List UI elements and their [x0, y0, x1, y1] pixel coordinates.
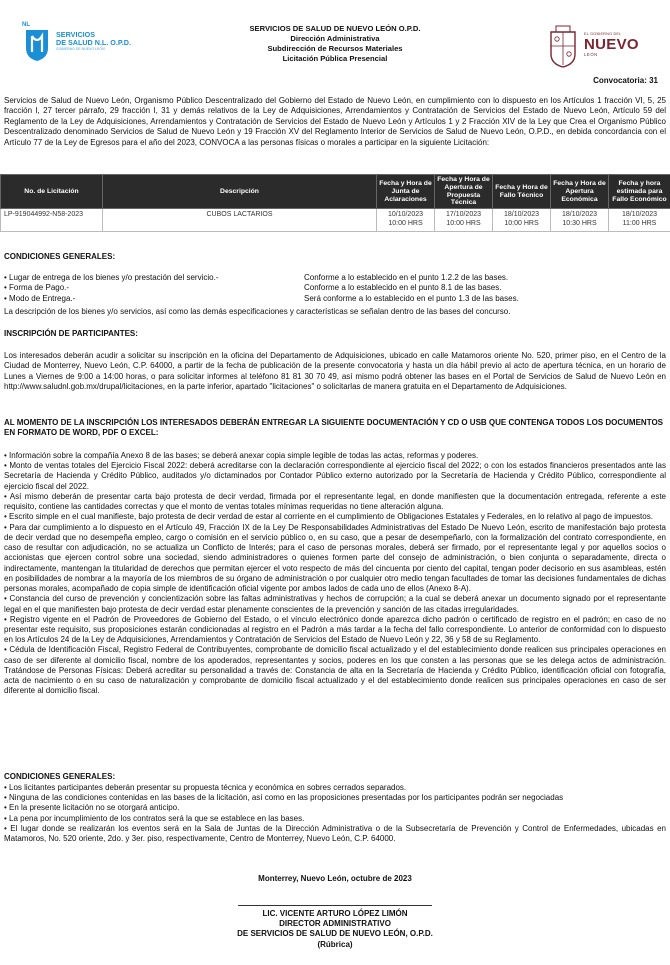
- logo-text: [56, 31, 131, 52]
- signer-title: DIRECTOR ADMINISTRATIVO: [279, 919, 391, 929]
- list-item: • Ninguna de las condiciones contenidas en las bases de la licitación, así como en las proposiciones presentadas por los participantes podrán ser negociadas: [4, 793, 564, 803]
- cell-junta-fecha: 10/10/2023: [387, 211, 424, 219]
- condition-label: • Forma de Pago.-: [4, 283, 70, 293]
- condiciones-list: [4, 273, 666, 304]
- list-item: • El lugar donde se realizarán los eventos será en la Sala de Juntas de la Dirección Administrativa o de la Subsecretaría de Prevención y Control de Enfermedades, ubicadas en Matamoros, No. 520 oriente, 2do. y 3er. piso, respectivamente, Centro de Monterrey, Nuevo León, C.P. 64000.: [4, 823, 666, 844]
- cell-apertura-tecnica-fecha: 17/10/2023: [445, 211, 482, 219]
- col-header-descripcion: Descripción: [103, 175, 377, 209]
- signature-block: [0, 909, 670, 950]
- convocatoria-number: Convocatoria: 31: [593, 76, 658, 85]
- signature-line: [238, 905, 432, 906]
- signer-organization: DE SERVICIOS DE SALUD DE NUEVO LEÓN, O.P.D.: [237, 929, 433, 939]
- documentacion-title: AL MOMENTO DE LA INSCRIPCIÓN LOS INTERESADOS DEBERÁN ENTREGAR LA SIGUIENTE DOCUMENTACIÓN Y CD O USB QUE CONTENGA TODOS LOS DOCUMENTOS EN FORMATO DE WORD, PDF O EXCEL:: [4, 418, 664, 438]
- cell-fallo-economico-fecha: 18/10/2023: [621, 211, 658, 219]
- condition-value: Conforme a lo establecido en el punto 1.2.2 de las bases.: [304, 273, 509, 282]
- col-header-fallo-tecnico: Fecha y Hora de Fallo Técnico: [493, 175, 551, 209]
- list-item: • Para dar cumplimiento a lo dispuesto en el Artículo 49, Fracción IX de la Ley De Responsabilidades Administrativas del Estado De Nuevo León, escrito de manifestación bajo protesta de decir verdad que no desempeña empleo, cargo o comisión en el servicio público o, en su caso, que a pesar de desempeñarlo, con la formalización del contrato correspondiente, en caso de resultar con adjudicación, no se actualiza un Conflicto de Interés; para el caso de personas morales, deberá ser firmado, por el representante legal y por aquellos socios o accionistas que ejercen control sobre una sociedad, siendo administradores o quienes formen parte del consejo de administración, o bien conjunta o separadamente, directa o indirectamente, mantengan la titularidad de derechos que permitan ejercer el voto respecto de más del cincuenta por ciento del capital, tengan poder decisorio en sus asambleas, estén en posibilidades de nombrar a la mayoría de los miembros de su órgano de administración o por cualquier otro medio tengan facultades de tomar las decisiones fundamentales de dichas personas morales, acompañado de copia simple de identificación oficial vigente por ambos lados de cada uno de ellos (Anexo 8-A).: [4, 522, 666, 594]
- inscripcion-title: INSCRIPCIÓN DE PARTICIPANTES:: [4, 329, 138, 338]
- inscripcion-paragraph: Los interesados deberán acudir a solicitar su inscripción en la oficina del Departamento de Adquisiciones, ubicado en calle Matamoros oriente No. 520, primer piso, en el Centro de la Ciudad de Monterrey, Nuevo León, C.P. 64000, a partir de la fecha de publicación de la presente convocatoria y hasta un día hábil previo al acto de apertura técnica, en un horario de Lunes a Viernes de 9:00 a 14:00 horas, o para solicitar informes al teléfono 81 81 30 70 49, así mismo podrá obtener las bases en el Portal de Servicios de Salud de Nuevo León en http://www.saludnl.gob.mx/drupal/licitaciones, en la parte inferior, apartado "licitaciones" o solicitarlas de manera gratuita en el Departamento de Adquisiciones.: [4, 351, 666, 392]
- logo-text-line-1: SERVICIOS: [56, 30, 96, 39]
- servicios-salud-logo: [22, 22, 132, 64]
- condition-label: • Modo de Entrega.-: [4, 293, 76, 303]
- list-item: [4, 283, 666, 293]
- gobierno-logo-text: [584, 32, 639, 57]
- col-header-licitacion: No. de Licitación: [1, 175, 103, 209]
- direction-name: Dirección Administrativa: [290, 33, 380, 43]
- subdirection-name: Subdirección de Recursos Materiales: [267, 43, 403, 53]
- cell-descripcion: CUBOS LACTARIOS: [103, 209, 377, 232]
- condiciones-generales-2-list: [4, 783, 666, 844]
- signer-name: LIC. VICENTE ARTURO LÓPEZ LIMÓN: [262, 909, 408, 918]
- list-item: [4, 294, 666, 304]
- condition-label: • Lugar de entrega de los bienes y/o prestación del servicio.-: [4, 273, 219, 282]
- list-item: • Los licitantes participantes deberán presentar su propuesta técnica y económica en sobres cerrados separados.: [4, 783, 407, 792]
- cell-licitacion: LP-919044992-N58-2023: [1, 209, 103, 232]
- list-item: • Así mismo deberán de presentar carta bajo protesta de decir verdad, firmada por el representante legal, en donde manifiesten que la documentación entregada, referente a este requisito, contiene las cantidades correctas y que el monto de ventas totales mínimas requeridas no tiene alteración alguna.: [4, 491, 666, 512]
- header-titles: [180, 24, 490, 63]
- logo-text-line-2: DE SALUD N.L. O.P.D.: [56, 37, 131, 47]
- cell-apertura-tecnica-hora: 10:00 HRS: [446, 220, 481, 227]
- list-item: • Monto de ventas totales del Ejercicio Fiscal 2022: deberá acreditarse con la declaración correspondiente al ejercicio fiscal del 2022; o con los estados financieros presentados ante las Secretaría de Hacienda y Crédito Público, auditados y/o dictaminados por Contador Público externo autorizado por la Secretaría de Hacienda y Crédito Público, correspondiente al ejercicio fiscal del 2022.: [4, 461, 666, 491]
- licitacion-table: [0, 174, 670, 232]
- condiciones-generales-2-title: CONDICIONES GENERALES:: [4, 772, 116, 781]
- list-item: • La pena por incumplimiento de los contratos será la que se establece en las bases.: [4, 813, 305, 823]
- condiciones-generales-title: CONDICIONES GENERALES:: [4, 252, 116, 261]
- cell-junta-hora: 10:00 HRS: [388, 220, 423, 227]
- condition-value: Conforme a lo establecido en el punto 8.1 de las bases.: [304, 283, 502, 293]
- list-item: • Constancia del curso de prevención y concientización sobre las faltas administrativas y hechos de corrupción; a la cual se deberá anexar un documento signado por el representante legal en el que manifiesten bajo protesta de decir verdad estar plenamente conscientes de la prevención y sanción de las citadas irregularidades.: [4, 594, 666, 614]
- col-header-fallo-economico: Fecha y hora estimada para Fallo Económico: [609, 175, 670, 209]
- list-item: [4, 273, 666, 283]
- cell-apertura-tecnica: [435, 209, 493, 232]
- servicios-salud-emblem-icon: [22, 26, 52, 62]
- cell-apertura-economica-hora: 10:30 HRS: [562, 220, 597, 227]
- intro-paragraph: Servicios de Salud de Nuevo León, Organismo Público Descentralizado del Gobierno del Estado de Nuevo León, en cumplimiento con lo dispuesto en los Artículos 1 fracción VI, 5, 25 fracción I, 27 tercer párrafo, 29 fracción I, 31 y demás relativos de la Ley de Adquisiciones, Arrendamientos y Contratación de Servicios del Estado de Nuevo León, Artículo 59 del Reglamento de la Ley de Adquisiciones, Arrendamientos y Contratación de Servicios del Estado de Nuevo León y Artículos 1 y 2 Fracción XIV de la Ley que Crea el Organismo Público Descentralizado denominado Servicios de Salud de Nuevo León y 19 Fracción XV del Reglamento Interior de Servicios de Salud de Nuevo León, O.P.D., en debida concordancia con el Artículo 77 de la Ley de Egresos para el año del 2023, CONVOCA a las personas físicas o morales a participar en la siguiente Licitación:: [4, 96, 666, 147]
- gobierno-nuevo-leon-logo: [548, 24, 648, 68]
- list-item: • En la presente licitación no se otorgará anticipo.: [4, 803, 180, 813]
- cell-apertura-economica: [551, 209, 609, 232]
- cell-fallo-economico: [609, 209, 670, 232]
- procedure-type: Licitación Pública Presencial: [282, 53, 388, 63]
- logo-tagline: GOBIERNO DE NUEVO LEÓN: [56, 47, 105, 52]
- cell-fallo-tecnico-hora: 10:00 HRS: [504, 220, 539, 227]
- cell-fallo-economico-hora: 11:00 HRS: [622, 220, 657, 227]
- place-date: Monterrey, Nuevo León, octubre de 2023: [258, 874, 412, 883]
- signature-note: (Rúbrica): [317, 939, 353, 949]
- gobierno-logo-big: NUEVO: [584, 35, 639, 53]
- cell-apertura-economica-fecha: 18/10/2023: [561, 211, 598, 219]
- list-item: • Cédula de Identificación Fiscal, Registro Federal de Contribuyentes, comprobante de domicilio fiscal actualizado y el del establecimiento donde realicen sus principales operaciones en caso de ser diferente al domicilio fiscal, nombre de los apoderados, representantes y socios, poderes en los que consten a las personas que se les delega actos de administración. Tratándose de Personas Físicas: Deberá acreditar su personalidad a través de: Constancia de alta en la Secretaría de Hacienda y Crédito Público, identificación oficial con fotografía, acta de nacimiento o en su caso de naturalización y comprobante de domicilio fiscal actualizado y el del establecimiento donde realicen sus principales operaciones en caso de ser diferente al domicilio fiscal.: [4, 645, 666, 696]
- condiciones-description: La descripción de los bienes y/o servicios, así como las demás especificaciones y características se señalan dentro de las bases del concurso.: [4, 307, 511, 316]
- document-header: [0, 0, 670, 95]
- table-row: [1, 209, 670, 232]
- cell-junta: [377, 209, 435, 232]
- col-header-apertura-economica: Fecha y Hora de Apertura Económica: [551, 175, 609, 209]
- cell-fallo-tecnico: [493, 209, 551, 232]
- condition-value: Será conforme a lo establecido en el punto 1.3 de las bases.: [304, 293, 519, 303]
- cell-fallo-tecnico-fecha: 18/10/2023: [503, 211, 540, 219]
- list-item: • Información sobre la compañía Anexo 8 de las bases; se deberá anexar copia simple legible de todas las actas, reformas y poderes.: [4, 451, 479, 460]
- documentacion-list: [4, 451, 666, 697]
- col-header-junta: Fecha y Hora de Junta de Aclaraciones: [377, 175, 435, 209]
- gobierno-logo-bottom: LEÓN: [584, 51, 598, 57]
- list-item: • Registro vigente en el Padrón de Proveedores de Gobierno del Estado, o el vínculo electrónico donde aparezca dicho padrón o certificado de registro en el padrón; en caso de no presentar este requisito, sus proposiciones estarán condicionadas al registro en el Padrón a más tardar a la fecha del fallo correspondiente. Lo anterior de conformidad con lo dispuesto en los Artículos 24 de la Ley de Adquisiciones, Arrendamientos y Contratación de Servicios del Estado de Nuevo León y 22, 36 y 58 de su Reglamento.: [4, 614, 666, 645]
- logo-abbr: NL: [22, 22, 30, 28]
- col-header-apertura-tecnica: Fecha y Hora de Apertura de Propuesta Técnica: [435, 175, 493, 209]
- state-seal-icon: [548, 24, 578, 68]
- list-item: • Escrito simple en el cual manifieste, bajo protesta de decir verdad de estar al corriente en el cumplimiento de Obligaciones Estatales y Federales, en lo relativo al pago de impuestos.: [4, 512, 653, 522]
- table-header-row: [1, 175, 670, 209]
- org-name: SERVICIOS DE SALUD DE NUEVO LEÓN O.P.D.: [249, 24, 421, 33]
- gobierno-logo-top: EL GOBIERNO DEL: [584, 32, 622, 36]
